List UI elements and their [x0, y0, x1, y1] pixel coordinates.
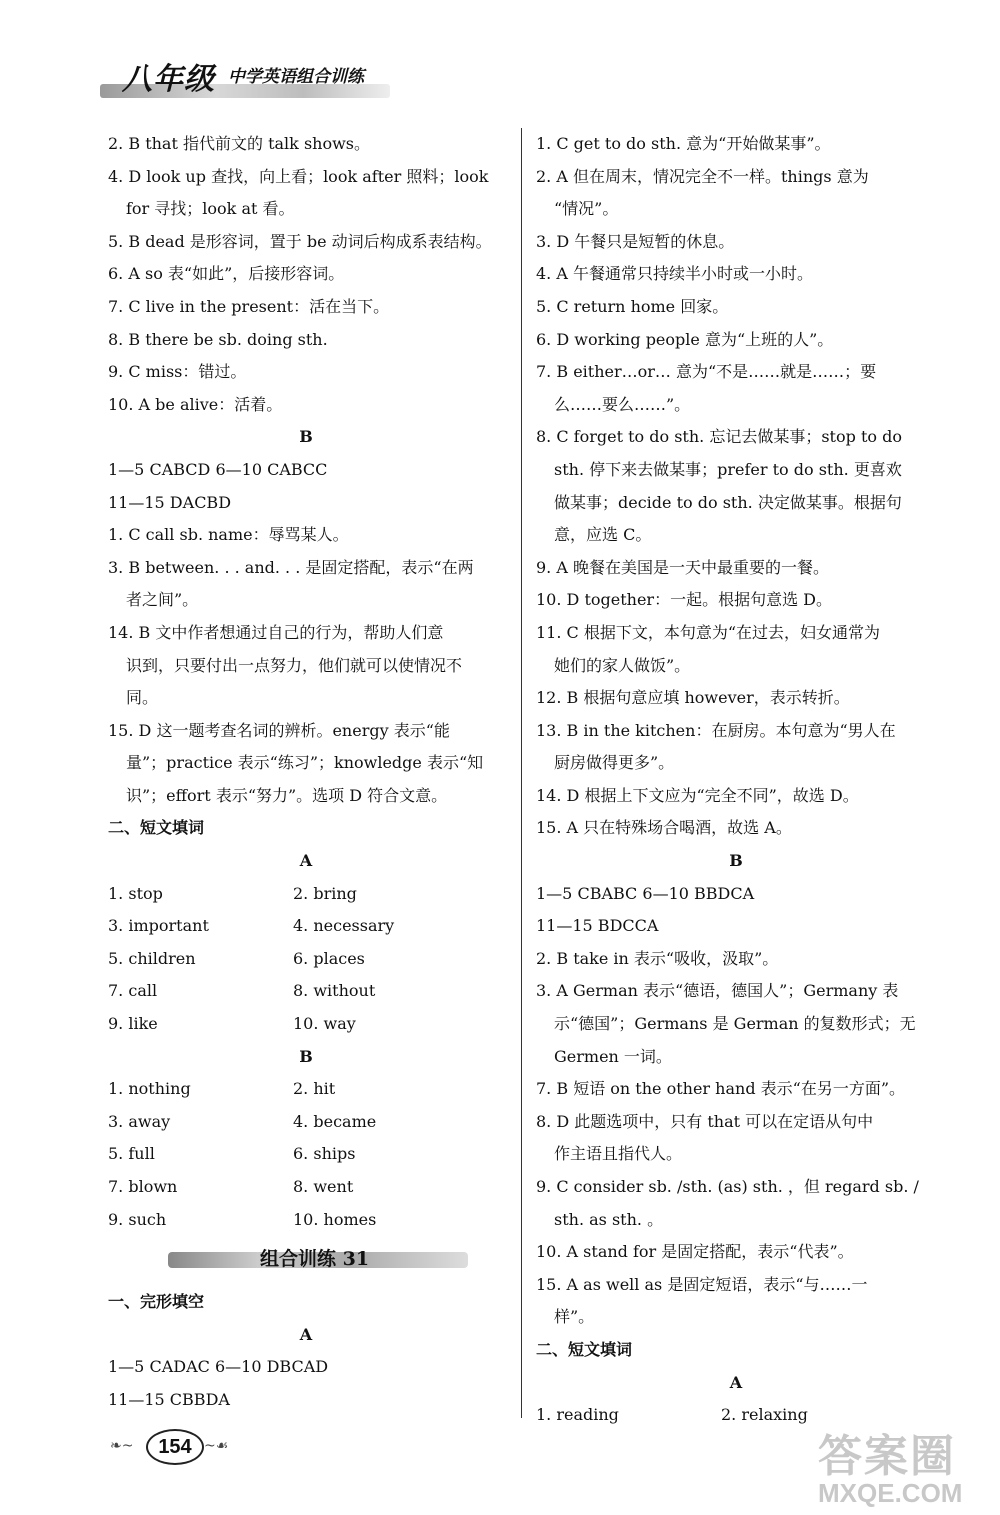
- answer-line: 6. D working people 意为“上班的人”。: [536, 329, 834, 349]
- page-number-badge: [110, 1426, 230, 1466]
- answer-line: 14. D 根据上下文应为“完全不同”，故选 D。: [536, 785, 859, 805]
- section-heading: 二、短文填词: [108, 818, 205, 838]
- answer-line: 8. C forget to do sth. 忘记去做某事；stop to do: [536, 427, 902, 447]
- answer-line: 15. A as well as 是固定短语，表示“与……一: [536, 1274, 868, 1294]
- answer-continuation: 识到，只要付出一点努力，他们就可以使情况不: [126, 655, 463, 675]
- answer-continuation: sth. as sth. 。: [554, 1209, 664, 1229]
- answer-continuation: for 寻找；look at 看。: [126, 199, 295, 219]
- answer-word: 1. reading: [536, 1405, 619, 1425]
- answer-line: 13. B in the kitchen：在厨房。本句意为“男人在: [536, 720, 896, 740]
- answer-continuation: 做某事；decide to do sth. 决定做某事。根据句: [554, 492, 902, 512]
- answer-line: 11—15 DACBD: [108, 492, 232, 512]
- answer-line: 14. B 文中作者想通过自己的行为，帮助人们意: [108, 622, 444, 642]
- answer-word: 5. full: [108, 1144, 155, 1164]
- answer-pair-row: [108, 1073, 504, 1106]
- answer-line: 10. D together：一起。根据句意选 D。: [536, 590, 832, 610]
- answer-continuation: 她们的家人做饭”。: [554, 655, 691, 675]
- sub-heading: A: [299, 1324, 313, 1344]
- answer-word: 9. such: [108, 1209, 167, 1229]
- section-title: 组合训练 31: [260, 1248, 370, 1271]
- answer-line: 10. A be alive：活着。: [108, 394, 283, 414]
- answer-line: 7. C live in the present：活在当下。: [108, 296, 390, 316]
- answer-line: 2. B take in 表示“吸收，汲取”。: [536, 948, 779, 968]
- answer-continuation: 同。: [126, 688, 159, 708]
- answer-word: 1. nothing: [108, 1079, 191, 1099]
- answer-continuation: 作主语且指代人。: [554, 1144, 683, 1164]
- section-heading: 二、短文填词: [536, 1339, 633, 1359]
- ornament-right-icon: ~☙: [204, 1438, 229, 1454]
- answer-word: 7. call: [108, 981, 158, 1001]
- answer-word: 8. without: [293, 981, 376, 1001]
- answer-continuation: 者之间”。: [126, 590, 199, 610]
- answer-continuation: 样”。: [554, 1307, 595, 1327]
- answer-line: 7. B either…or… 意为“不是……就是……；要: [536, 362, 877, 382]
- answer-continuation: 量”；practice 表示“练习”；knowledge 表示“知: [126, 753, 484, 773]
- answer-word: 3. important: [108, 916, 209, 936]
- sub-heading: A: [729, 1372, 743, 1392]
- answer-line: 5. C return home 回家。: [536, 296, 729, 316]
- answer-pair-row: [108, 1204, 504, 1237]
- answer-word: 5. children: [108, 948, 196, 968]
- answer-word: 9. like: [108, 1014, 158, 1034]
- answer-line: 8. B there be sb. doing sth.: [108, 329, 328, 349]
- answer-pair-row: [108, 1138, 504, 1171]
- answer-continuation: “情况”。: [554, 199, 619, 219]
- answer-word: 6. ships: [293, 1144, 356, 1164]
- answer-line: 1—5 CABCD 6—10 CABCC: [108, 459, 328, 479]
- answer-line: 1. C get to do sth. 意为“开始做某事”。: [536, 134, 831, 153]
- answer-continuation: 识”；effort 表示“努力”。选项 D 符合文意。: [126, 785, 448, 805]
- answer-line: 15. D 这一题考查名词的辨析。energy 表示“能: [108, 720, 450, 740]
- answer-line: 11—15 CBBDA: [108, 1389, 230, 1409]
- answer-word: 4. necessary: [293, 916, 395, 936]
- sub-heading: B: [729, 851, 743, 871]
- answer-line: 9. C consider sb. /sth. (as) sth. ，但 regard sb. /: [536, 1177, 919, 1196]
- answer-pair-row: [108, 910, 504, 943]
- answer-line: 11. C 根据下文，本句意为“在过去，妇女通常为: [536, 622, 881, 642]
- answer-word: 2. relaxing: [721, 1405, 808, 1425]
- answer-line: 1—5 CADAC 6—10 DBCAD: [108, 1357, 329, 1377]
- header-grade: 八年级: [122, 62, 215, 97]
- answer-continuation: 意，应选 C。: [554, 525, 652, 545]
- answer-line: 3. D 午餐只是短暂的休息。: [536, 231, 735, 251]
- page-header: [100, 52, 390, 108]
- answer-continuation: 厨房做得更多”。: [554, 753, 675, 773]
- header-subtitle: 中学英语组合训练: [228, 67, 364, 87]
- answer-word: 7. blown: [108, 1177, 178, 1196]
- answer-line: 3. B between. . . and. . . 是固定搭配，表示“在两: [108, 557, 474, 577]
- answer-word: 4. became: [293, 1111, 377, 1131]
- answer-word: 1. stop: [108, 883, 163, 903]
- ornament-left-icon: ❧~: [110, 1438, 134, 1454]
- answer-word: 6. places: [293, 948, 365, 968]
- answer-line: 9. C miss：错过。: [108, 362, 247, 382]
- answer-pair-row: [108, 1171, 504, 1204]
- watermark-logo: 答案圈: [818, 1432, 956, 1481]
- watermark-url: MXQE.COM: [818, 1478, 963, 1508]
- answer-pair-row: [108, 943, 504, 976]
- answer-line: 6. A so 表“如此”，后接形容词。: [108, 264, 345, 284]
- sub-heading: B: [299, 427, 313, 447]
- sub-heading: B: [299, 1046, 313, 1066]
- answer-line: 5. B dead 是形容词，置于 be 动词后构成系表结构。: [108, 231, 492, 251]
- answer-line: 1. C call sb. name：辱骂某人。: [108, 525, 349, 545]
- section-heading: 一、完形填空: [108, 1292, 205, 1312]
- answer-line: 12. B 根据句意应填 however，表示转折。: [536, 688, 850, 708]
- answer-line: 9. A 晚餐在美国是一天中最重要的一餐。: [536, 557, 829, 577]
- answer-word: 8. went: [293, 1177, 354, 1196]
- answer-pair-row: [108, 1106, 504, 1139]
- answer-word: 10. homes: [293, 1209, 377, 1229]
- column-divider: [521, 128, 522, 1418]
- answer-pair-row: [108, 1008, 504, 1041]
- answer-line: 7. B 短语 on the other hand 表示“在另一方面”。: [536, 1079, 906, 1099]
- answer-line: 15. A 只在特殊场合喝酒，故选 A。: [536, 818, 792, 838]
- answer-word: 3. away: [108, 1111, 171, 1131]
- answer-word: 10. way: [293, 1014, 356, 1034]
- answer-continuation: sth. 停下来去做某事；prefer to do sth. 更喜欢: [554, 459, 902, 479]
- answer-line: 8. D 此题选项中，只有 that 可以在定语从句中: [536, 1111, 874, 1131]
- watermark: [818, 1420, 988, 1510]
- answer-word: 2. hit: [293, 1079, 336, 1099]
- answer-continuation: 示“德国”；Germans 是 German 的复数形式；无: [554, 1014, 916, 1034]
- answer-word: 2. bring: [293, 883, 357, 903]
- answer-line: 1—5 CBABC 6—10 BBDCA: [536, 883, 755, 903]
- section-banner: [168, 1242, 468, 1282]
- answer-line: 4. A 午餐通常只持续半小时或一小时。: [536, 264, 813, 284]
- answer-line: 10. A stand for 是固定搭配，表示“代表”。: [536, 1242, 854, 1262]
- answer-continuation: Germen 一词。: [554, 1046, 672, 1066]
- answer-line: 2. A 但在周末，情况完全不一样。things 意为: [536, 166, 869, 186]
- answer-line: 4. D look up 查找，向上看；look after 照料；look: [108, 166, 489, 186]
- right-column: [536, 128, 936, 1432]
- answer-continuation: 么……要么……”。: [554, 394, 691, 414]
- left-column: [108, 128, 504, 1417]
- answer-line: 2. B that 指代前文的 talk shows。: [108, 134, 370, 153]
- answer-line: 11—15 BDCCA: [536, 916, 659, 936]
- page-number: 154: [146, 1429, 204, 1465]
- answer-pair-row: [108, 975, 504, 1008]
- sub-heading: A: [299, 851, 313, 871]
- answer-pair-row: [108, 878, 504, 911]
- answer-line: 3. A German 表示“德语，德国人”；Germany 表: [536, 981, 899, 1001]
